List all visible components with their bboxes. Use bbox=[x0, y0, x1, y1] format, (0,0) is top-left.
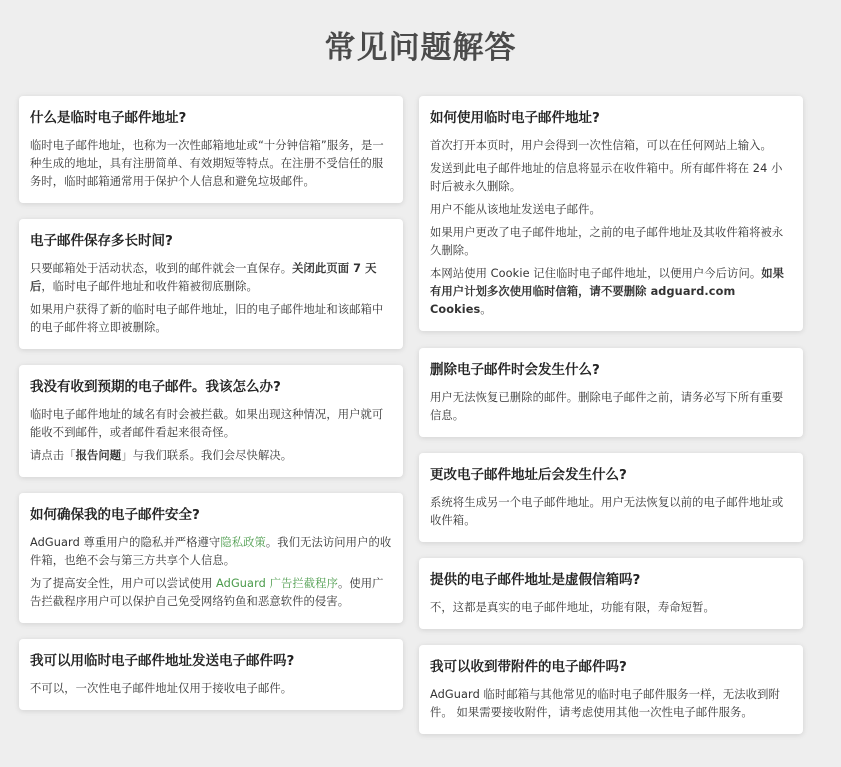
faq-answer-paragraph bbox=[430, 494, 792, 530]
answer-text: 不可以，一次性电子邮件地址仅用于接收电子邮件。 bbox=[30, 682, 293, 695]
faq-card-delete-email bbox=[419, 348, 803, 437]
answer-text: 如果用户获得了新的临时电子邮件地址，旧的电子邮件地址和该邮箱中的电子邮件将立即被删除。 bbox=[30, 303, 384, 334]
answer-text: 如果用户更改了电子邮件地址，之前的电子邮件地址及其收件箱将被永久删除。 bbox=[430, 226, 784, 257]
answer-text: AdGuard 临时邮箱与其他常见的临时电子邮件服务一样，无法收到附件。 如果需要接收附件，请考虑使用其他一次性电子邮件服务。 bbox=[430, 688, 780, 719]
faq-card-what-is-temp-email bbox=[19, 96, 403, 203]
faq-answer-paragraph bbox=[30, 406, 392, 442]
faq-answer-paragraph bbox=[30, 260, 392, 296]
faq-question: 什么是临时电子邮件地址? bbox=[30, 110, 187, 126]
faq-answer-paragraph bbox=[430, 389, 792, 425]
answer-text: 」与我们联系。我们会尽快解决。 bbox=[121, 449, 293, 462]
answer-text: 不，这都是真实的电子邮件地址，功能有限，寿命短暂。 bbox=[430, 601, 715, 614]
faq-answer-paragraph bbox=[430, 224, 792, 260]
faq-card-fake-mailbox bbox=[419, 558, 803, 629]
faq-answer-paragraph bbox=[30, 137, 392, 191]
answer-text: 。使用广告拦截程序用户可以保护自己免受网络钓鱼和恶意软件的侵害。 bbox=[30, 577, 384, 608]
answer-text: 用户不能从该地址发送电子邮件。 bbox=[430, 203, 601, 216]
answer-text: ，临时电子邮件地址和收件箱被彻底删除。 bbox=[41, 280, 258, 293]
faq-card-how-long-stored bbox=[19, 219, 403, 349]
answer-text: 。 bbox=[480, 303, 492, 316]
faq-answer-paragraph bbox=[430, 599, 792, 617]
answer-text: 请点击「 bbox=[30, 449, 76, 462]
answer-text: 首次打开本页时，用户会得到一次性信箱，可以在任何网站上输入。 bbox=[430, 139, 772, 152]
answer-text: 临时电子邮件地址，也称为一次性邮箱地址或“十分钟信箱”服务，是一种生成的地址，具有注册简单、有效期短等特点。在注册不受信任的服务时，临时邮箱通常用于保护个人信息和避免垃圾邮件。 bbox=[30, 139, 384, 188]
answer-text: 只要邮箱处于活动状态，收到的邮件就会一直保存。 bbox=[30, 262, 293, 275]
faq-question: 更改电子邮件地址后会发生什么? bbox=[430, 467, 627, 483]
answer-emphasis: 报告问题 bbox=[75, 449, 122, 462]
answer-emphasis: 如果有用户计划多次使用临时信箱，请不要删除 adguard.com Cookies bbox=[430, 267, 785, 316]
answer-text: 临时电子邮件地址的域名有时会被拦截。如果出现这种情况，用户就可能收不到邮件，或者邮件看起来很奇怪。 bbox=[30, 408, 384, 439]
answer-text: 。我们无法访问用户的收件箱，也绝不会与第三方共享个人信息。 bbox=[30, 536, 392, 567]
faq-answer-paragraph bbox=[430, 265, 792, 319]
answer-text: AdGuard 尊重用户的隐私并严格遵守 bbox=[30, 536, 221, 549]
faq-question: 如何确保我的电子邮件安全? bbox=[30, 507, 200, 523]
faq-card-email-security bbox=[19, 493, 403, 623]
faq-question: 电子邮件保存多长时间? bbox=[30, 233, 173, 249]
faq-card-email-not-received bbox=[19, 365, 403, 477]
page-title: 常见问题解答 bbox=[324, 30, 517, 66]
faq-question: 我可以用临时电子邮件地址发送电子邮件吗? bbox=[30, 653, 295, 669]
faq-question: 提供的电子邮件地址是虚假信箱吗? bbox=[430, 572, 641, 588]
answer-emphasis: 关闭此页面 7 天后 bbox=[30, 262, 377, 293]
faq-question: 如何使用临时电子邮件地址? bbox=[430, 110, 600, 126]
faq-answer-paragraph bbox=[30, 301, 392, 337]
answer-link[interactable]: AdGuard 广告拦截程序 bbox=[216, 577, 338, 590]
faq-answer-paragraph bbox=[430, 201, 792, 219]
answer-link[interactable]: 隐私政策 bbox=[220, 536, 266, 549]
answer-text: 为了提高安全性，用户可以尝试使用 bbox=[30, 577, 217, 590]
faq-card-attachments bbox=[419, 645, 803, 734]
faq-answer-paragraph bbox=[430, 160, 792, 196]
faq-answer-paragraph bbox=[30, 680, 392, 698]
faq-answer-paragraph bbox=[30, 575, 392, 611]
answer-text: 发送到此电子邮件地址的信息将显示在收件箱中。所有邮件将在 24 小时后被永久删除。 bbox=[430, 162, 783, 193]
answer-text: 用户无法恢复已删除的邮件。删除电子邮件之前，请务必写下所有重要信息。 bbox=[430, 391, 784, 422]
faq-question: 我可以收到带附件的电子邮件吗? bbox=[430, 659, 627, 675]
answer-text: 系统将生成另一个电子邮件地址。用户无法恢复以前的电子邮件地址或收件箱。 bbox=[430, 496, 784, 527]
faq-answer-paragraph bbox=[430, 137, 792, 155]
faq-answer-paragraph bbox=[430, 686, 792, 722]
faq-answer-paragraph bbox=[30, 447, 392, 465]
answer-text: 本网站使用 Cookie 记住临时电子邮件地址，以便用户今后访问。 bbox=[430, 267, 762, 280]
faq-card-send-email bbox=[19, 639, 403, 710]
faq-question: 我没有收到预期的电子邮件。我该怎么办? bbox=[30, 379, 281, 395]
faq-answer-paragraph bbox=[30, 534, 392, 570]
faq-card-how-to-use bbox=[419, 96, 803, 331]
faq-card-change-address bbox=[419, 453, 803, 542]
faq-question: 删除电子邮件时会发生什么? bbox=[430, 362, 600, 378]
